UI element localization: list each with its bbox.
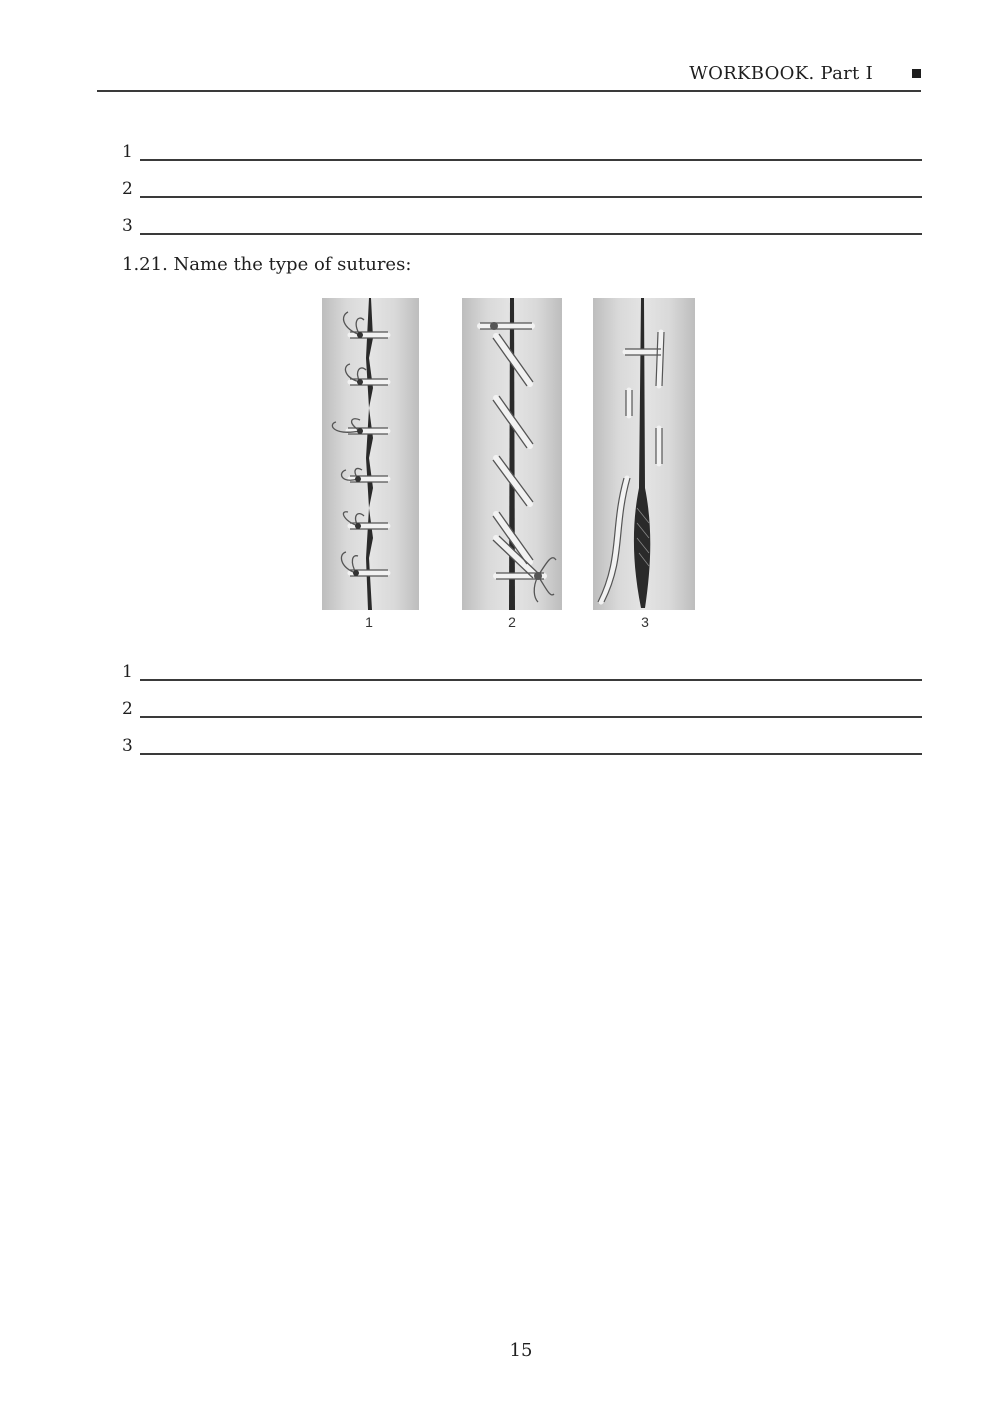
answer-number: 2: [122, 179, 133, 199]
answer-rule: [140, 679, 922, 681]
answer-line-1[interactable]: [122, 142, 922, 166]
page-number: 15: [509, 1340, 533, 1361]
question-text: 1.21. Name the type of sutures:: [122, 254, 412, 275]
answer-rule: [140, 196, 922, 198]
figure-label: 1: [365, 614, 373, 630]
answer-line-3[interactable]: [122, 736, 922, 760]
intradermal-sutures-illustration: [593, 298, 695, 610]
answer-rule: [140, 716, 922, 718]
figure-label: 2: [508, 614, 516, 630]
answer-rule: [140, 753, 922, 755]
square-bullet-icon: [912, 69, 921, 78]
answer-number: 3: [122, 736, 133, 756]
answer-line-3[interactable]: [122, 216, 922, 240]
answer-rule: [140, 159, 922, 161]
answer-number: 2: [122, 699, 133, 719]
answer-number: 1: [122, 142, 133, 162]
answer-line-1[interactable]: [122, 662, 922, 686]
answer-line-2[interactable]: [122, 179, 922, 203]
running-header: [97, 60, 921, 92]
answer-number: 3: [122, 216, 133, 236]
figure-label: 3: [641, 614, 649, 630]
answer-rule: [140, 233, 922, 235]
answer-line-2[interactable]: [122, 699, 922, 723]
interrupted-sutures-illustration: [322, 298, 419, 610]
header-title: WORKBOOK. Part I: [689, 63, 873, 84]
answer-number: 1: [122, 662, 133, 682]
continuous-oblique-sutures-illustration: [462, 298, 562, 610]
